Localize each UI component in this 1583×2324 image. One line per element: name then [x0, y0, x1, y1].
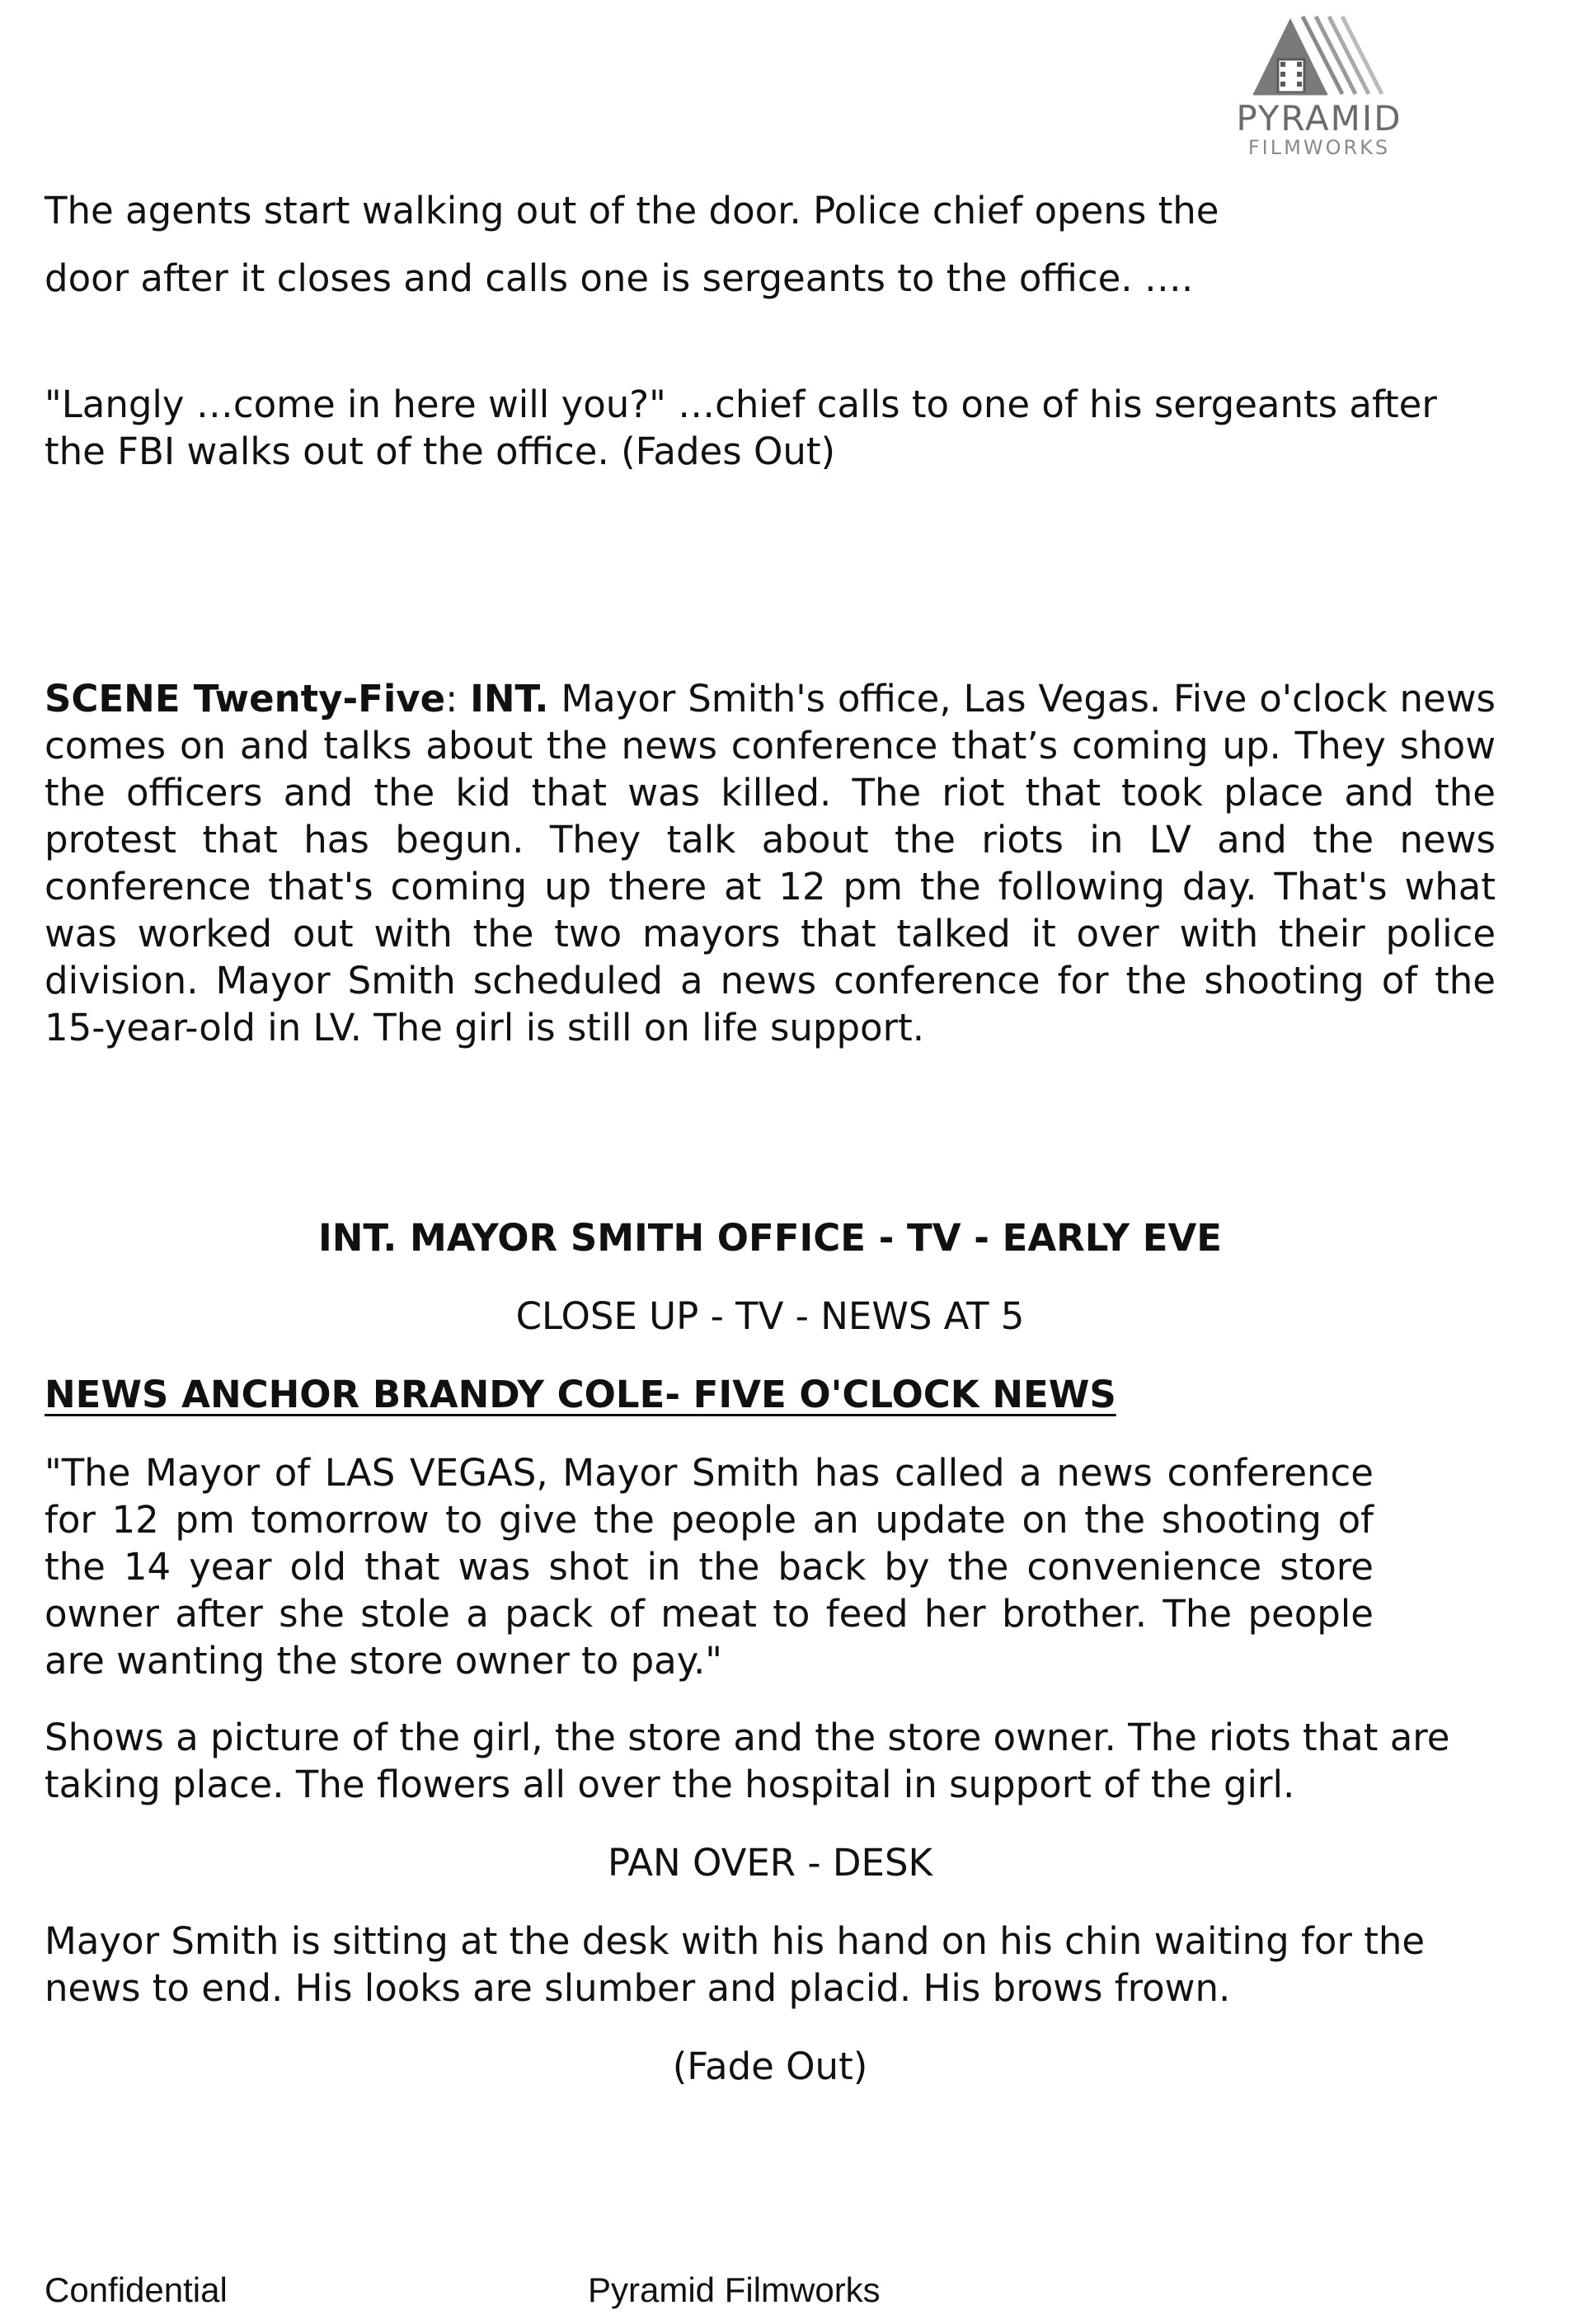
desk-paragraph: Mayor Smith is sitting at the desk with his hand on his chin waiting for the news to end. His looks are slumber and placid. His brows frown.: [45, 1919, 1426, 2010]
paragraph-agents-line1: The agents start walking out of the door. Police chief opens the: [45, 189, 1219, 232]
paragraph-agents: [45, 177, 1496, 312]
footer-company: Pyramid Filmworks: [588, 2270, 881, 2309]
paragraph-agents-line2: door after it closes and calls one is sergeants to the office. ….: [45, 256, 1194, 300]
scene-label: SCENE Twenty-Five: [45, 677, 446, 721]
footer-confidential: Confidential: [45, 2270, 228, 2309]
anchor-heading-text: NEWS ANCHOR BRANDY COLE- FIVE O'CLOCK NEWS: [45, 1373, 1116, 1416]
fade-out: (Fade Out): [672, 2045, 868, 2088]
scene-text: Mayor Smith's office, Las Vegas. Five o'clock news comes on and talks about the news conference that’s coming up. They show the officers and the kid that was killed. The riot that took place and the protest that has begun. They talk about the riots in LV and the news conference that's coming up there at 12 pm the following day. That's what was worked out with the two mayors that talked it over with their police division. Mayor Smith scheduled a news conference for the shooting of the 15-year-old in LV. The girl is still on life support.: [45, 677, 1496, 1049]
scene-int: INT.: [470, 677, 549, 721]
anchor-heading: [45, 1371, 1496, 1418]
shot-close-up: CLOSE UP - TV - NEWS AT 5: [515, 1294, 1025, 1338]
slugline-text: INT. MAYOR SMITH OFFICE - TV - EARLY EVE: [317, 1216, 1223, 1260]
logo-title: PYRAMID: [1236, 98, 1402, 139]
shows-paragraph: Shows a picture of the girl, the store and the store owner. The riots that are taking place. The flowers all over the hospital in support of the girl.: [45, 1716, 1450, 1806]
slugline: [45, 1214, 1496, 1261]
shot-pan-over: PAN OVER - DESK: [607, 1841, 933, 1885]
pyramid-filmworks-logo: [1220, 12, 1418, 164]
logo-subtitle: FILMWORKS: [1247, 136, 1391, 159]
scene-twenty-five-paragraph: [45, 675, 1496, 1051]
paragraph-langly: "Langly …come in here will you?" …chief calls to one of his sergeants after the FBI walks out of the office. (Fades Out): [45, 383, 1437, 473]
anchor-quote: "The Mayor of LAS VEGAS, Mayor Smith has called a news conference for 12 pm tomorrow to give the people an update on the shooting of the 14 year old that was shot in the back by the convenience store owner after she stole a pack of meat to feed her brother. The people are wanting the store owner to pay.": [45, 1451, 1374, 1683]
scene-colon: :: [445, 677, 458, 721]
pyramid-film-icon: [1220, 12, 1418, 101]
